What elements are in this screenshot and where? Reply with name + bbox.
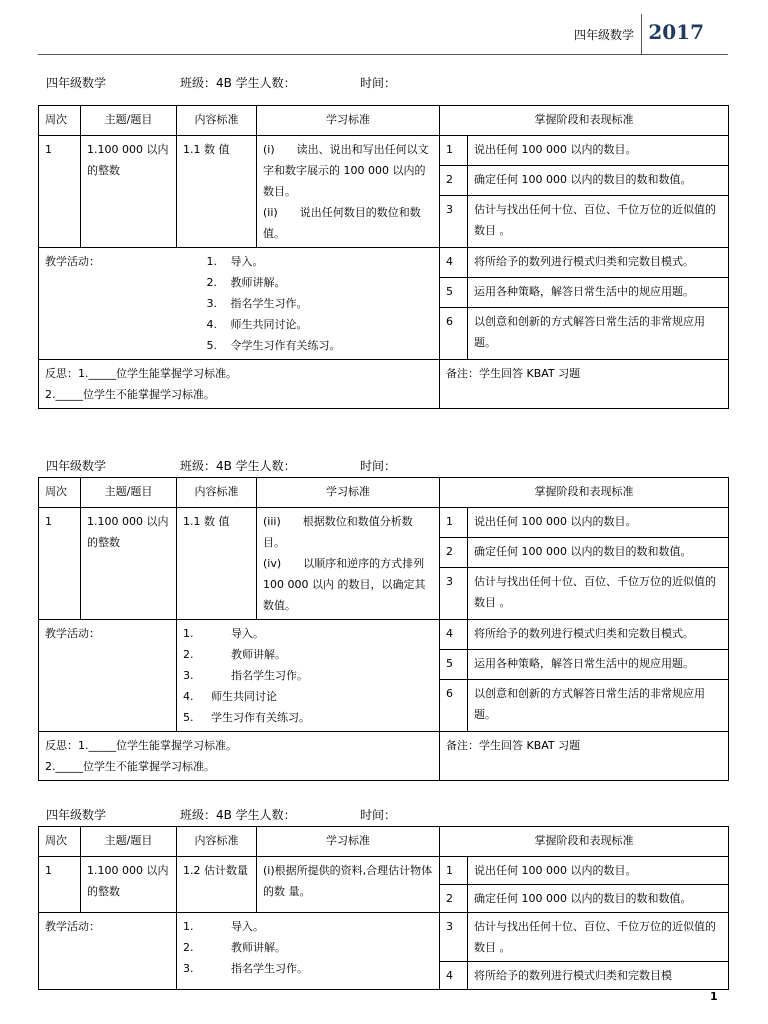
mastery-num: 3 — [440, 913, 468, 962]
col-mastery: 掌握阶段和表现标准 — [440, 478, 729, 508]
col-learning: 学习标准 — [257, 106, 440, 136]
cell-topic: 1.100 000 以内的整数 — [81, 857, 177, 913]
mastery-text: 确定任何 100 000 以内的数目的数和数值。 — [468, 165, 729, 195]
mastery-text: 估计与找出任何十位、百位、千位万位的近似值的数目 。 — [468, 195, 729, 247]
reflection-cell — [39, 360, 440, 409]
activity-item: 3. 指名学生习作。 — [183, 669, 308, 682]
meta-time: 时间： — [360, 76, 397, 90]
cell-content-std: 1.1 数 值 — [177, 508, 257, 620]
mastery-text: 估计与找出任何十位、百位、千位万位的近似值的数目 。 — [468, 567, 729, 619]
cell-learning — [257, 136, 440, 248]
mastery-text: 说出任何 100 000 以内的数目。 — [468, 136, 729, 166]
meta-time: 时间： — [360, 808, 397, 822]
activity-label: 教学活动： — [39, 620, 177, 732]
col-week: 周次 — [39, 478, 81, 508]
mastery-num: 1 — [440, 857, 468, 885]
activity-item: 1. 导入。 — [183, 627, 264, 640]
meta-time: 时间： — [360, 459, 397, 473]
activity-item: 1. 导入。 — [206, 255, 264, 268]
section-3-meta — [46, 806, 726, 824]
mastery-text: 将所给予的数列进行模式归类和完数目模 — [468, 962, 729, 990]
mastery-num: 3 — [440, 195, 468, 247]
learning-item: (iii) 根据数位和数值分析数目。 — [263, 515, 413, 549]
mastery-num: 1 — [440, 136, 468, 166]
activity-list — [177, 913, 440, 990]
mastery-text: 说出任何 100 000 以内的数目。 — [468, 857, 729, 885]
mastery-text: 将所给予的数列进行模式归类和完数目模式。 — [468, 620, 729, 650]
section-2-meta — [46, 457, 726, 475]
header-subject: 四年级数学 — [573, 28, 634, 42]
mastery-text: 估计与找出任何十位、百位、千位万位的近似值的数目 。 — [468, 913, 729, 962]
cell-learning — [257, 508, 440, 620]
col-learning: 学习标准 — [257, 478, 440, 508]
activity-label: 教学活动： — [39, 248, 177, 360]
meta-class: 班级：4B 学生人数： — [180, 459, 296, 473]
mastery-num: 5 — [440, 277, 468, 307]
mastery-text: 运用各种策略，解答日常生活中的规应用题。 — [468, 649, 729, 679]
col-mastery: 掌握阶段和表现标准 — [440, 827, 729, 857]
mastery-num: 4 — [440, 248, 468, 278]
mastery-num: 6 — [440, 679, 468, 731]
activity-label: 教学活动： — [39, 913, 177, 990]
mastery-num: 2 — [440, 165, 468, 195]
cell-week: 1 — [39, 136, 81, 248]
activity-item: 4. 师生共同讨论。 — [206, 318, 308, 331]
page-header — [38, 14, 728, 55]
page-number: 1 — [710, 990, 718, 1003]
mastery-num: 2 — [440, 885, 468, 913]
activity-item: 2. 教师讲解。 — [206, 276, 286, 289]
meta-subject: 四年级数学 — [46, 459, 107, 473]
meta-subject: 四年级数学 — [46, 76, 107, 90]
mastery-text: 运用各种策略，解答日常生活中的规应用题。 — [468, 277, 729, 307]
mastery-num: 6 — [440, 307, 468, 359]
meta-class: 班级：4B 学生人数： — [180, 76, 296, 90]
mastery-text: 以创意和创新的方式解答日常生活的非常规应用题。 — [468, 307, 729, 359]
activity-item: 3. 指名学生习作。 — [206, 297, 308, 310]
note-cell: 备注：学生回答 KBAT 习题 — [440, 360, 729, 409]
learning-item: (i)根据所提供的资料,合理估计物体的数 量。 — [263, 864, 433, 898]
cell-content-std: 1.2 估计数量 — [177, 857, 257, 913]
header-year: 2017 — [648, 20, 704, 44]
section-1-meta — [46, 74, 726, 92]
reflection-line-1: 反思：1._____位学生能掌握学习标准。 — [45, 367, 237, 380]
learning-item: (iv) 以顺序和逆序的方式排列 100 000 以内 的数目，以确定其数值。 — [263, 557, 426, 612]
lesson-table-3 — [38, 826, 729, 990]
meta-subject: 四年级数学 — [46, 808, 107, 822]
reflection-line-1: 反思：1._____位学生能掌握学习标准。 — [45, 739, 237, 752]
reflection-cell — [39, 732, 440, 781]
meta-class: 班级：4B 学生人数： — [180, 808, 296, 822]
cell-week: 1 — [39, 508, 81, 620]
reflection-line-2: 2._____位学生不能掌握学习标准。 — [45, 760, 215, 773]
col-mastery: 掌握阶段和表现标准 — [440, 106, 729, 136]
cell-learning — [257, 857, 440, 913]
cell-topic: 1.100 000 以内的整数 — [81, 136, 177, 248]
mastery-num: 4 — [440, 620, 468, 650]
header-divider — [641, 14, 642, 54]
learning-item: (ii) 说出任何数目的数位和数值。 — [263, 206, 421, 240]
mastery-text: 说出任何 100 000 以内的数目。 — [468, 508, 729, 538]
cell-topic: 1.100 000 以内的整数 — [81, 508, 177, 620]
reflection-line-2: 2._____位学生不能掌握学习标准。 — [45, 388, 215, 401]
col-content: 内容标准 — [177, 827, 257, 857]
activity-item: 1. 导入。 — [183, 920, 264, 933]
cell-content-std: 1.1 数 值 — [177, 136, 257, 248]
lesson-table-1 — [38, 105, 729, 409]
mastery-text: 确定任何 100 000 以内的数目的数和数值。 — [468, 537, 729, 567]
col-topic: 主题/题目 — [81, 478, 177, 508]
mastery-num: 1 — [440, 508, 468, 538]
activity-item: 2. 教师讲解。 — [183, 648, 286, 661]
note-cell: 备注：学生回答 KBAT 习题 — [440, 732, 729, 781]
activity-item: 5. 令学生习作有关练习。 — [206, 339, 341, 352]
activity-item: 2. 教师讲解。 — [183, 941, 286, 954]
activity-list — [177, 620, 440, 732]
col-week: 周次 — [39, 106, 81, 136]
mastery-text: 确定任何 100 000 以内的数目的数和数值。 — [468, 885, 729, 913]
lesson-table-2 — [38, 477, 729, 781]
col-week: 周次 — [39, 827, 81, 857]
learning-item: (i) 读出、说出和写出任何以文字和数字展示的 100 000 以内的数目。 — [263, 143, 429, 198]
mastery-num: 2 — [440, 537, 468, 567]
mastery-num: 5 — [440, 649, 468, 679]
col-topic: 主题/题目 — [81, 827, 177, 857]
mastery-text: 将所给予的数列进行模式归类和完数目模式。 — [468, 248, 729, 278]
activity-item: 3. 指名学生习作。 — [183, 962, 308, 975]
col-topic: 主题/题目 — [81, 106, 177, 136]
col-content: 内容标准 — [177, 106, 257, 136]
mastery-text: 以创意和创新的方式解答日常生活的非常规应用题。 — [468, 679, 729, 731]
activity-item: 5. 学生习作有关练习。 — [183, 711, 310, 724]
col-content: 内容标准 — [177, 478, 257, 508]
mastery-num: 3 — [440, 567, 468, 619]
activity-list — [177, 248, 440, 360]
activity-item: 4. 师生共同讨论 — [183, 690, 277, 703]
col-learning: 学习标准 — [257, 827, 440, 857]
mastery-num: 4 — [440, 962, 468, 990]
cell-week: 1 — [39, 857, 81, 913]
